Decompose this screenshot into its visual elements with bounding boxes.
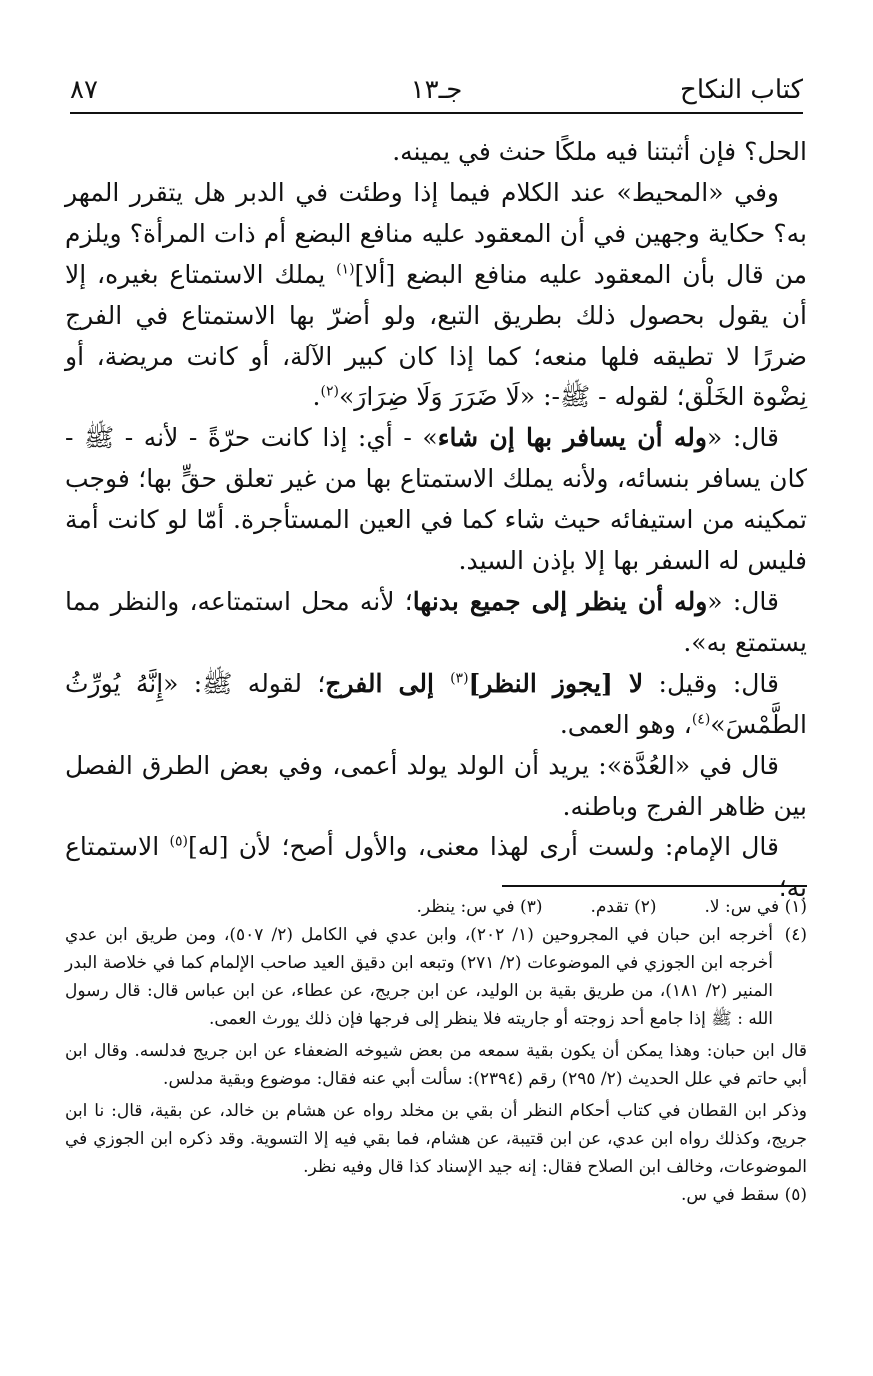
- quoted-rule: وله أن يسافر بها إن شاء: [437, 423, 707, 453]
- footnote-ref: (٣): [450, 670, 469, 687]
- text: » - أي: إذا كانت حرّةً - لأنه - ﷺ - كان يسافر بنسائه، ولأنه يملك الاستمتاع بها من غير تعلق حقٍّ بها؛ فوجب تمكينه من استيفائه حيث شاء كما في العين المستأجرة. أمّا لو كانت أمة فليس له السفر بها إلا بإذن السيد.: [65, 423, 807, 576]
- footnote-row: [65, 893, 807, 921]
- text: .: [312, 382, 321, 412]
- page-number: ٨٧: [70, 75, 98, 105]
- book-title: كتاب النكاح: [680, 75, 803, 105]
- footnote-4-continued: وذكر ابن القطان في كتاب أحكام النظر أن بقي بن مخلد رواه عن هشام بن خالد، عن بقية، قال: نا ابن جريج، وكذلك رواه ابن عدي، عن ابن قتيبة، عن هشام، فما بقي فيه إلا التسوية. وقد ذكره ابن الجوزي في الموضوعات، وخالف ابن الصلاح فقال: إنه جيد الإسناد كذا قال وفيه نظر.: [65, 1101, 807, 1177]
- footnote-ref: (٤): [691, 711, 711, 728]
- paragraph-5: [65, 664, 807, 746]
- text: قال: «: [707, 586, 779, 616]
- text: وفي «المحيط» عند الكلام فيما إذا وطئت في الدبر هل يتقرر المهر به؟ حكاية وجهين في أن المعقود عليه منافع البضع أم ذات المرأة؟ ويلزم من قال بأن المعقود عليه منافع البضع [ألا]: [65, 177, 807, 289]
- paragraph-1: الحل؟ فإن أثبتنا فيه ملكًا حنث في يمينه.: [392, 137, 807, 166]
- footnote-4-continued: قال ابن حبان: وهذا يمكن أن يكون بقية سمعه من بعض شيوخه الضعفاء عن ابن جريج فدلسه. وقال ابن أبي حاتم في علل الحديث (٢/ ٢٩٥) رقم (٢٣٩٤): سألت أبي عنه فقال: موضوع وبقية مدلس.: [65, 1041, 807, 1089]
- footnotes: [65, 893, 807, 1209]
- footnote-separator: [502, 885, 807, 887]
- text: ؛ لأنه محل استمتاعه، والنظر مما يستمتع به».: [65, 586, 807, 657]
- text: يملك الاستمتاع بغيره، إلا أن يقول بحصول ذلك بطريق التبع، ولو أضرّ بها الاستمتاع في الفرج ضررًا لا تطيقه فلها منعه؛ كما إذا كان كبير الآلة، أو كانت مريضة، أو نِضْوة الخَلْق؛ لقوله - ﷺ-: «لَا ضَرَرَ وَلَا ضِرَارَ»: [65, 259, 807, 412]
- footnote-2: (٢) تقدم.: [590, 897, 657, 917]
- text: ، وهو العمى.: [559, 709, 692, 739]
- footnote-ref: (١): [336, 261, 355, 278]
- footnote-ref: (٢): [320, 384, 339, 401]
- footnote-text: أخرجه ابن حبان في المجروحين (١/ ٢٠٢)، وابن عدي في الكامل (٢/ ٥٠٧)، ومن طريق ابن عدي أخرجه ابن الجوزي في الموضوعات (٢/ ٢٧١) وتبعه ابن دقيق العيد صاحب الإلمام كما في خلاصة البدر المنير (٢/ ١٨١)، من طريق بقية بن الوليد، عن ابن جريج، عن عطاء، عن ابن عباس قال: قال رسول الله : ﷺ إذا جامع أحد زوجته أو جاريته فلا ينظر إلى فرجها فإن ذلك يورث العمى.: [65, 925, 774, 1029]
- text: قال: وقيل:: [643, 668, 779, 698]
- volume-label: جـ١٣: [410, 75, 463, 105]
- footnote-number: (٤): [784, 925, 807, 945]
- paragraph-4: [65, 582, 807, 664]
- paragraph-3: [65, 418, 807, 582]
- running-header: [70, 72, 803, 114]
- footnote-1: (١) في س: لا.: [704, 897, 807, 917]
- footnote-3: (٣) في س: ينظر.: [416, 897, 543, 917]
- quoted-rule: إلى الفرج: [325, 668, 451, 698]
- footnote-5: (٥) سقط في س.: [680, 1185, 807, 1205]
- main-text: [65, 132, 807, 909]
- paragraph-6: قال في «العُدَّة»: يريد أن الولد يولد أعمى، وفي بعض الطرق الفصل بين ظاهر الفرج وباطنه.: [65, 750, 807, 821]
- text: قال: «: [706, 423, 779, 453]
- paragraph-2: [65, 173, 807, 418]
- text: ؛ لقوله ﷺ: «إِنَّهُ يُورِّثُ الطَّمْسَ»: [65, 668, 807, 739]
- footnote-4: [65, 921, 807, 1033]
- text: قال الإمام: ولست أرى لهذا معنى، والأول أصح؛ لأن [له]: [187, 832, 779, 862]
- footnote-ref: (٥): [169, 834, 188, 851]
- quoted-rule: وله أن ينظر إلى جميع بدنها: [412, 586, 708, 616]
- quoted-rule: لا [يجوز النظر]: [468, 668, 644, 698]
- text: الاستمتاع به؛: [65, 832, 807, 903]
